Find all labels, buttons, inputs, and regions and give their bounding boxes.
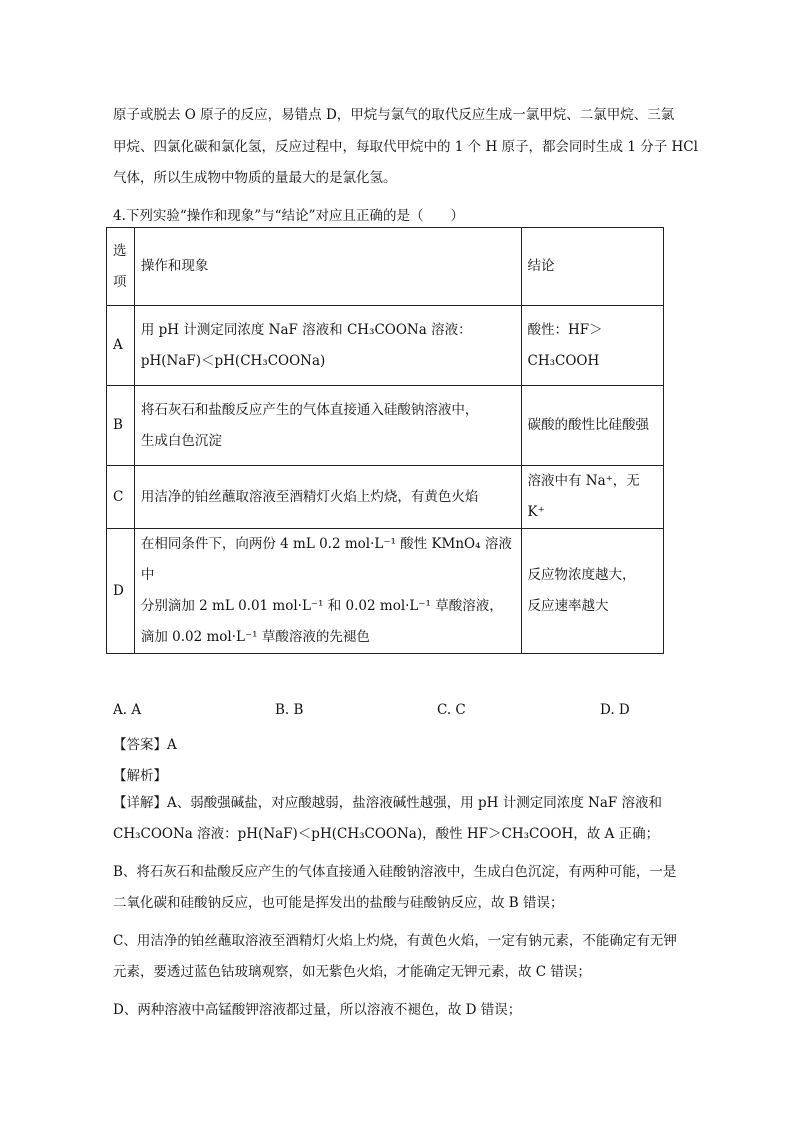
row-conclusion [521,306,663,386]
row-operation [134,529,521,654]
explanation-b: B、将石灰石和盐酸反应产生的气体直接通入硅酸钠溶液中，生成白色沉淀，有两种可能，一是二氧化碳和硅酸钠反应，也可能是挥发出的盐酸与硅酸钠反应，故 B 错误； [113,864,677,911]
row-conclusion [521,529,663,654]
explanation-c: C、用洁净的铂丝蘸取溶液至酒精灯火焰上灼烧，有黄色火焰，一定有钠元素，不能确定有无钾元素，要透过蓝色钴玻璃观察，如无紫色火焰，才能确定无钾元素，故 C 错误； [113,933,677,980]
answer-label: 【答案】A [113,737,177,753]
operation-line: 将石灰石和盐酸反应产生的气体直接通入硅酸钠溶液中， [140,401,479,418]
conclusion-line: 碳酸的酸性比硅酸强 [527,417,650,433]
option-d: D. D [600,702,630,718]
row-operation [134,306,521,386]
operation-line: 在相同条件下，向两份 4 mL 0.2 mol·L⁻¹ 酸性 KMnO₄ 溶液中 [140,536,512,583]
table-row [107,466,664,529]
conclusion-line: 酸性：HF＞CH₃COOH [527,321,603,369]
conclusion-line: 反应速率越大 [527,598,609,614]
row-conclusion [521,466,663,529]
intro-line-3: 气体，所以生成物中物质的量最大的是氯化氢。 [113,170,397,186]
table-row [107,306,664,386]
explanation-a: 【详解】A、弱酸强碱盐，对应酸越弱，盐溶液碱性越强，用 pH 计测定同浓度 NaF 溶液和 CH₃COONa 溶液：pH(NaF)＜pH(CH₃COONa)，酸性 HF＞CH₃COOH，故 A 正确； [113,795,663,842]
table-row [107,529,664,654]
row-option: B [107,386,135,466]
table-header-row [107,228,664,306]
operation-line: pH(NaF)＜pH(CH₃COONa) [140,352,326,369]
operation-line: 用 pH 计测定同浓度 NaF 溶液和 CH₃COONa 溶液： [140,321,472,338]
question-table [106,227,664,654]
option-c: C. C [437,702,466,718]
conclusion-line: 溶液中有 Na⁺，无 K⁺ [527,473,640,520]
operation-line: 生成白色沉淀 [140,432,222,449]
table-row [107,386,664,466]
operation-line: 用洁净的铂丝蘸取溶液至酒精灯火焰上灼烧，有黄色火焰 [140,488,479,505]
header-conclusion: 结论 [521,228,663,306]
row-option: A [107,306,135,386]
explanation-d: D、两种溶液中高锰酸钾溶液都过量，所以溶液不褪色，故 D 错误； [113,1002,522,1018]
header-option: 选项 [107,228,135,306]
operation-line: 滴加 0.02 mol·L⁻¹ 草酸溶液的先褪色 [140,629,370,645]
option-a: A. A [113,702,142,718]
question-title: 4.下列实验“操作和现象”与“结论”对应且正确的是（ ） [113,208,464,224]
analysis-label: 【解析】 [113,768,167,784]
row-conclusion [521,386,663,466]
operation-line: 分别滴加 2 mL 0.01 mol·L⁻¹ 和 0.02 mol·L⁻¹ 草酸溶液， [140,598,503,614]
row-operation [134,386,521,466]
header-operation: 操作和现象 [134,228,521,306]
conclusion-line: 反应物浓度越大， [527,567,636,583]
row-option: C [107,466,135,529]
intro-line-1: 原子或脱去 O 原子的反应，易错点 D，甲烷与氯气的取代反应生成一氯甲烷、二氯甲烷、三氯 [113,107,675,123]
option-b: B. B [275,702,304,718]
row-option: D [107,529,135,654]
row-operation [134,466,521,529]
intro-line-2: 甲烷、四氯化碳和氯化氢，反应过程中，每取代甲烷中的 1 个 H 原子，都会同时生成 1 分子 HCl [113,139,698,155]
